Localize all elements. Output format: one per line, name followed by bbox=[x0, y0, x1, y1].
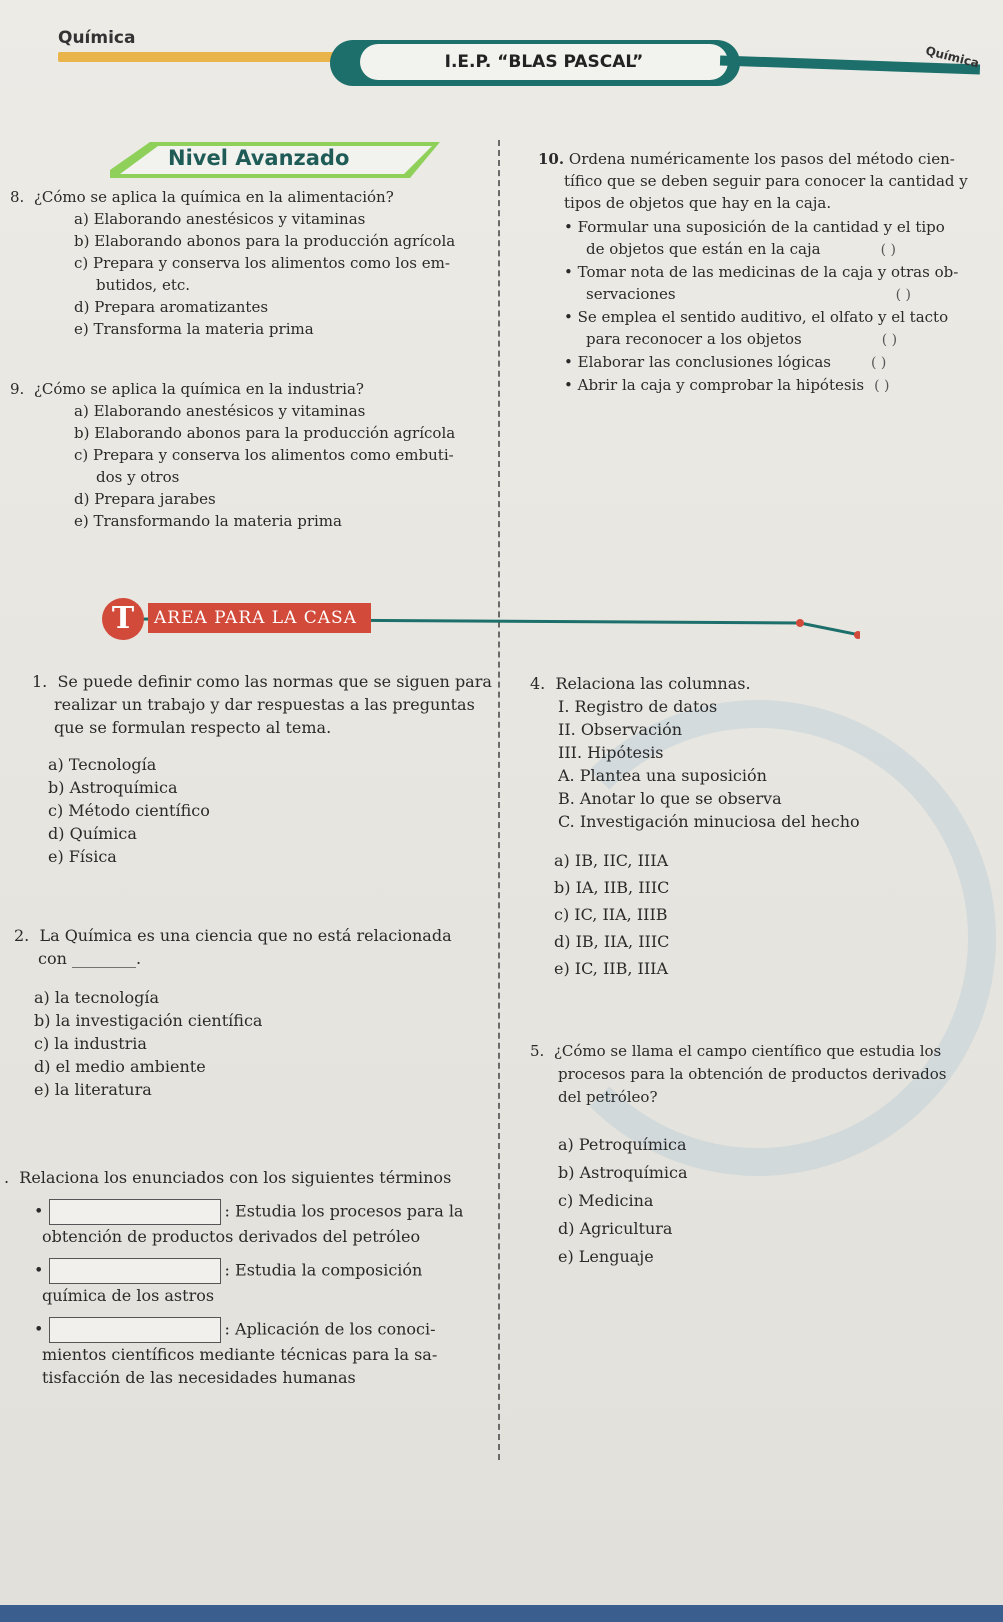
question-number: 5. bbox=[530, 1042, 545, 1060]
column-two: A. Plantea una suposición B. Anotar lo que se observa C. Investigación minuciosa del hecho bbox=[558, 766, 860, 831]
option: b) Astroquímica bbox=[48, 778, 178, 797]
question-number: 8. bbox=[10, 188, 25, 206]
step-item: • Formular una suposición de la cantidad y el tipo bbox=[564, 218, 945, 236]
step-item: • Abrir la caja y comprobar la hipótesis ( ) bbox=[564, 374, 993, 397]
question-number: 4. bbox=[530, 674, 546, 693]
question-number: . bbox=[4, 1168, 10, 1187]
option: c) Medicina bbox=[558, 1191, 654, 1210]
match-item: • : Aplicación de los conoci- bbox=[4, 1317, 494, 1343]
option: a) Elaborando anestésicos y vitaminas bbox=[74, 210, 366, 228]
option: e) Física bbox=[48, 847, 117, 866]
option-continuation: butidos, etc. bbox=[96, 276, 191, 294]
answer-box[interactable] bbox=[49, 1199, 221, 1225]
match-item: • : Estudia los procesos para la bbox=[4, 1199, 494, 1225]
option: a) IB, IIC, IIIA bbox=[554, 851, 669, 870]
column-one: I. Registro de datos II. Observación III. Hipótesis bbox=[558, 697, 718, 762]
question-9 bbox=[10, 378, 490, 532]
option-list bbox=[32, 753, 492, 868]
question-text-line: tífico que se deben seguir para conocer la cantidad y bbox=[564, 172, 968, 190]
homework-question-4: 4. Relaciona las columnas. I. Registro de datos II. Observación III. Hipótesis A. Plantea una suposición B. Anotar lo que se observa C. Investigación minuciosa del hecho a) IB, IIC, IIIA b) IA, IIB, IIIC c) IC, IIA, IIIB d) IB, IIA, IIIC e) IC, IIB, IIIA bbox=[530, 672, 990, 982]
option: d) Prepara aromatizantes bbox=[74, 298, 269, 316]
question-text-line: tipos de objetos que hay en la caja. bbox=[564, 194, 832, 212]
option: d) Agricultura bbox=[558, 1219, 673, 1238]
question-8 bbox=[10, 186, 490, 340]
question-text: ¿Cómo se aplica la química en la alimentación? bbox=[33, 188, 394, 206]
question-10 bbox=[538, 148, 993, 397]
option: a) la tecnología bbox=[34, 988, 160, 1007]
step-item: • Tomar nota de las medicinas de la caja y otras ob- bbox=[564, 263, 959, 281]
question-text-line: Ordena numéricamente los pasos del método cien- bbox=[568, 150, 955, 168]
option: e) Transformando la materia prima bbox=[74, 512, 342, 530]
homework-question-3: . Relaciona los enunciados con los siguientes términos • : Estudia los procesos para la obtención de productos derivados del petróleo • : Estudia la composición química de los astros • : Aplicación de los conoci- mientos científicos mediante técnicas para la sa- tisfacción de las necesidades humanas bbox=[4, 1166, 494, 1389]
question-text: ¿Cómo se aplica la química en la industria? bbox=[33, 380, 364, 398]
option-list bbox=[10, 208, 490, 340]
option-list bbox=[14, 986, 494, 1101]
option: d) Química bbox=[48, 824, 137, 843]
step-item-cont: servaciones ( ) bbox=[564, 283, 993, 306]
homework-question-2: 2. La Química es una ciencia que no está relacionada con ________. a) la tecnología b) la investigación científica c) la industria d) el medio ambiente e) la literatura bbox=[14, 924, 494, 1101]
homework-question-5: 5. ¿Cómo se llama el campo científico que estudia los procesos para la obtención de productos derivados del petróleo? a) Petroquímica b) Astroquímica c) Medicina d) Agricultura e) Lenguaje bbox=[530, 1040, 996, 1271]
option: e) Transforma la materia prima bbox=[74, 320, 314, 338]
option: b) IA, IIB, IIIC bbox=[554, 878, 670, 897]
option: a) Tecnología bbox=[48, 755, 157, 774]
school-name: I.E.P. “BLAS PASCAL” bbox=[360, 44, 728, 80]
subject-label-right: Química bbox=[924, 43, 981, 71]
option: b) la investigación científica bbox=[34, 1011, 263, 1030]
option-list bbox=[530, 847, 990, 982]
option-list bbox=[530, 1131, 996, 1271]
option: c) la industria bbox=[34, 1034, 147, 1053]
option: b) Astroquímica bbox=[558, 1163, 688, 1182]
step-item: • Se emplea el sentido auditivo, el olfato y el tacto bbox=[564, 308, 949, 326]
answer-blank[interactable]: ( ) bbox=[881, 332, 898, 348]
option: c) Prepara y conserva los alimentos como los em- bbox=[74, 254, 450, 272]
match-item: • : Estudia la composición bbox=[4, 1258, 494, 1284]
option: e) Lenguaje bbox=[558, 1247, 654, 1266]
level-title: Nivel Avanzado bbox=[168, 146, 350, 170]
option: d) el medio ambiente bbox=[34, 1057, 206, 1076]
tarea-heading: AREA PARA LA CASA bbox=[148, 603, 371, 633]
answer-box[interactable] bbox=[49, 1317, 221, 1343]
option: e) IC, IIB, IIIA bbox=[554, 959, 669, 978]
step-list bbox=[538, 216, 993, 397]
answer-blank[interactable]: ( ) bbox=[870, 355, 887, 371]
answer-blank[interactable]: ( ) bbox=[880, 242, 896, 258]
question-number: 10. bbox=[538, 150, 565, 168]
step-item: • Elaborar las conclusiones lógicas ( ) bbox=[564, 351, 993, 374]
subject-label-left: Química bbox=[58, 28, 136, 48]
option: c) IC, IIA, IIIB bbox=[554, 905, 668, 924]
column-divider bbox=[498, 140, 500, 1460]
answer-blank[interactable]: ( ) bbox=[874, 378, 890, 394]
tarea-initial-badge: T bbox=[102, 598, 144, 640]
answer-blank[interactable]: ( ) bbox=[895, 287, 912, 303]
option: a) Elaborando anestésicos y vitaminas bbox=[74, 402, 366, 420]
answer-box[interactable] bbox=[49, 1258, 221, 1284]
option: e) la literatura bbox=[34, 1080, 152, 1099]
option: b) Elaborando abonos para la producción agrícola bbox=[74, 232, 456, 250]
question-number: 9. bbox=[10, 380, 25, 398]
option: c) Prepara y conserva los alimentos como embuti- bbox=[74, 446, 454, 464]
option: c) Método científico bbox=[48, 801, 210, 820]
question-number: 2. bbox=[14, 926, 30, 945]
bottom-edge-strip bbox=[0, 1605, 1003, 1622]
option: d) Prepara jarabes bbox=[74, 490, 216, 508]
question-number: 1. bbox=[32, 672, 48, 691]
homework-question-1: 1. Se puede definir como las normas que se siguen para realizar un trabajo y dar respuestas a las preguntas que se formulan respecto al tema. a) Tecnología b) Astroquímica c) Método científico d) Química e) Física bbox=[32, 672, 492, 866]
step-item-cont: para reconocer a los objetos ( ) bbox=[564, 328, 993, 351]
step-item-cont: de objetos que están en la caja ( ) bbox=[564, 238, 993, 261]
option: d) IB, IIA, IIIC bbox=[554, 932, 670, 951]
option-list bbox=[10, 400, 490, 532]
option: b) Elaborando abonos para la producción agrícola bbox=[74, 424, 456, 442]
option-continuation: dos y otros bbox=[96, 468, 180, 486]
option: a) Petroquímica bbox=[558, 1135, 687, 1154]
